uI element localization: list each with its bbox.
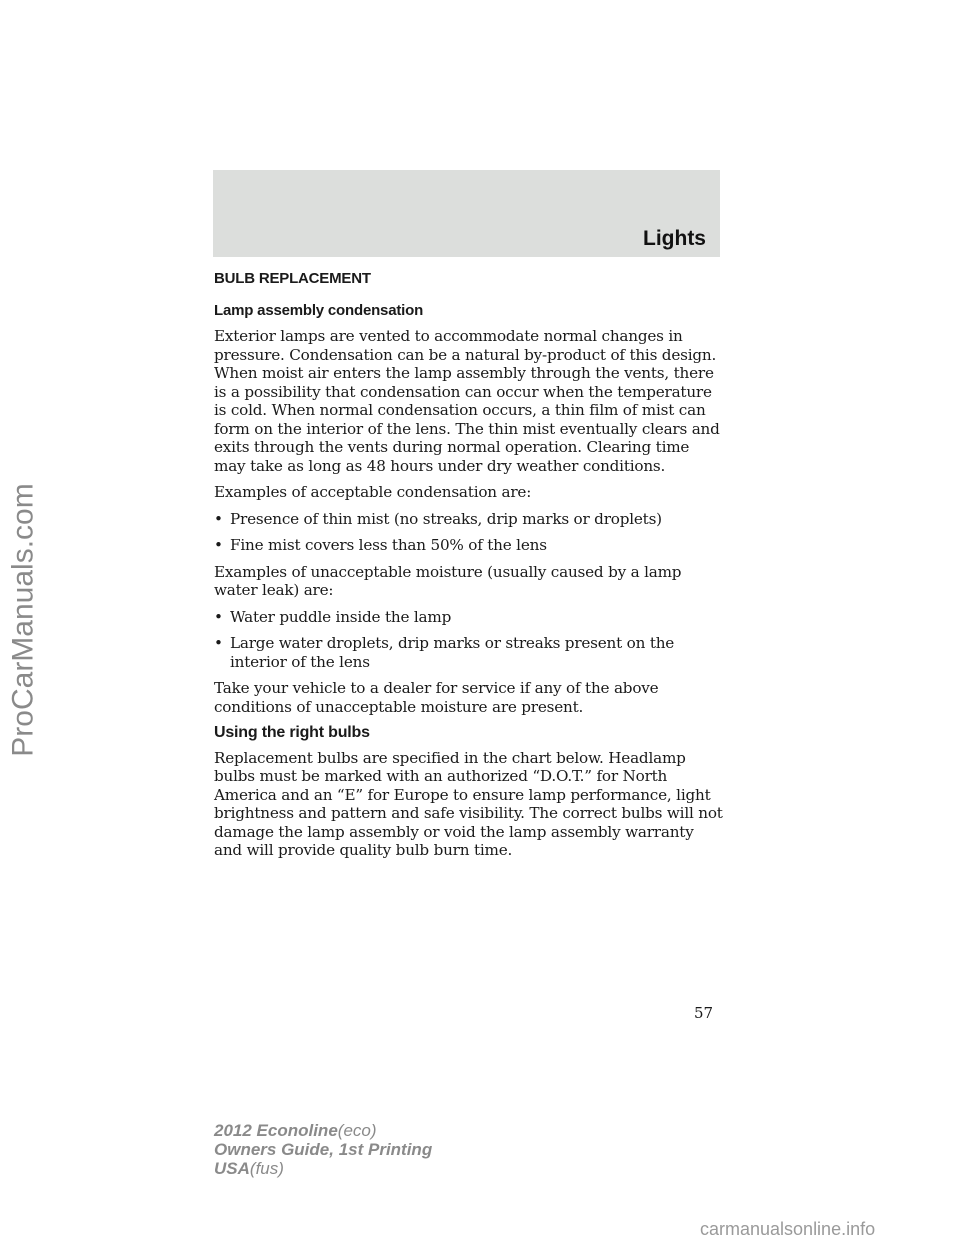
side-watermark <box>4 220 44 1020</box>
list-item-text: Water puddle inside the lamp <box>230 607 452 626</box>
footer-line-3 <box>214 1159 432 1178</box>
unacceptable-intro: Examples of unacceptable moisture (usually caused by a lamp water leak) are: <box>214 562 682 599</box>
page-content <box>214 270 724 868</box>
section-title: BULB REPLACEMENT <box>214 270 371 287</box>
page-number: 57 <box>694 1004 714 1022</box>
footer-model-code: (eco) <box>337 1121 377 1140</box>
footer-line-2 <box>214 1140 432 1159</box>
list-item-text: Fine mist covers less than 50% of the lens <box>230 536 547 554</box>
acceptable-intro: Examples of acceptable condensation are: <box>214 483 532 501</box>
footer-model: 2012 Econoline <box>214 1121 338 1140</box>
footer-edition: Owners Guide, 1st Printing <box>214 1140 433 1159</box>
condensation-paragraph: Exterior lamps are vented to accommodate normal changes in pressure. Condensation can be a natural by-product of this design. When moist air enters the lamp assembly through the vents, there is a possibility that condensation can occur when the temperature is cold. When normal condensation occurs, a thin film of mist can form on the interior of the lens. The thin mist eventually clears and exits through the vents during normal operation. Clearing time may take as long as 48 hours under dry weather conditions. <box>214 327 720 475</box>
unacceptable-list <box>214 608 724 672</box>
bottom-watermark: carmanualsonline.info <box>700 1219 876 1239</box>
list-item-text: Large water droplets, drip marks or streaks present on the interior of the lens <box>230 634 675 671</box>
acceptable-list <box>214 510 724 555</box>
bullet-icon: • <box>214 607 223 626</box>
footer-region: USA <box>214 1159 250 1178</box>
bulbs-paragraph: Replacement bulbs are specified in the chart below. Headlamp bulbs must be marked with an authorized “D.O.T.” for North America and an “E” for Europe to ensure lamp performance, light brightness and pattern and safe visibility. The correct bulbs will not damage the lamp assembly or void the lamp assembly warranty and will provide quality bulb burn time. <box>214 748 723 859</box>
chapter-title: Lights <box>643 227 706 250</box>
list-item <box>214 510 724 529</box>
list-item-text: Presence of thin mist (no streaks, drip marks or droplets) <box>230 509 662 528</box>
bullet-icon: • <box>214 509 223 528</box>
chapter-header <box>213 170 720 257</box>
list-item <box>214 634 724 671</box>
bullet-icon: • <box>214 634 223 652</box>
closing-paragraph: Take your vehicle to a dealer for service if any of the above conditions of unacceptable moisture are present. <box>214 679 659 716</box>
list-item <box>214 608 724 627</box>
bullet-icon: • <box>214 536 223 554</box>
document-footer <box>214 1121 432 1178</box>
list-item <box>214 536 724 555</box>
subsection-title-bulbs: Using the right bulbs <box>214 724 370 741</box>
side-watermark-text: ProCarManuals.com <box>7 483 40 757</box>
subsection-title-condensation: Lamp assembly condensation <box>214 301 424 319</box>
footer-line-1 <box>214 1121 432 1140</box>
footer-region-code: (fus) <box>249 1159 284 1178</box>
